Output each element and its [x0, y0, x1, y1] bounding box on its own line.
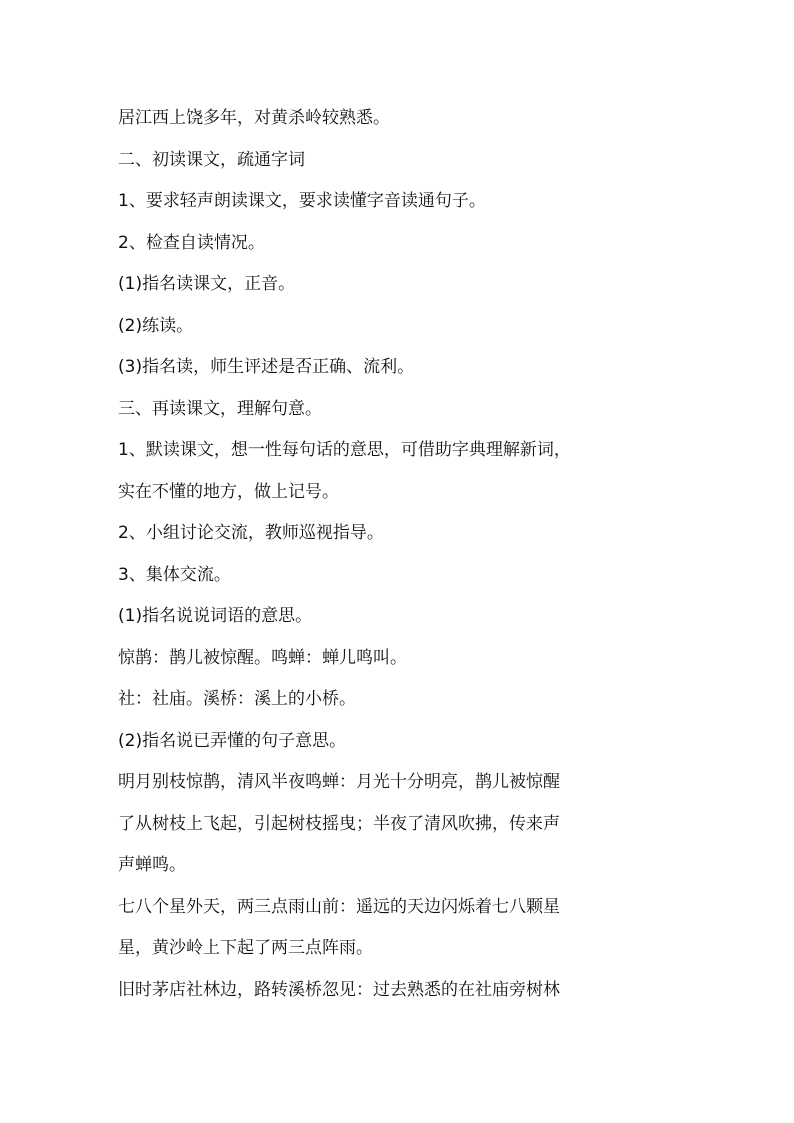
text-line: 1、要求轻声朗读课文，要求读懂字音读通句子。	[118, 191, 486, 211]
text-line: (3)指名读，师生评述是否正确、流利。	[118, 357, 415, 377]
text-line: 3、集体交流。	[118, 564, 231, 585]
text-line: (2)指名说已弄懂的句子意思。	[118, 730, 347, 751]
section-heading: 二、初读课文，疏通字词	[118, 149, 305, 170]
text-line: 居江西上饶多年，对黄杀岭较熟悉。	[118, 108, 390, 128]
text-line: 旧时茅店社林边，路转溪桥忽见：过去熟悉的在社庙旁树林	[118, 979, 560, 1000]
text-line: (1)指名读课文，正音。	[118, 274, 296, 294]
document-body	[118, 98, 678, 1011]
text-line: 了从树枝上飞起，引起树枝摇曳；半夜了清风吹拂，传来声	[118, 813, 560, 834]
text-line: 2、检查自读情况。	[118, 232, 265, 253]
text-line: 实在不懂的地方，做上记号。	[118, 481, 339, 502]
text-line: (2)练读。	[118, 315, 194, 336]
text-line: 明月别枝惊鹊，清风半夜鸣蝉：月光十分明亮，鹊儿被惊醒	[118, 772, 560, 792]
text-line: 惊鹊：鹊儿被惊醒。鸣蝉：蝉儿鸣叫。	[118, 647, 407, 668]
section-heading: 三、再读课文，理解句意。	[118, 398, 322, 419]
text-line: 1、默读课文，想一性每句话的意思，可借助字典理解新词，	[118, 440, 571, 460]
text-line: 声蝉鸣。	[118, 855, 186, 875]
text-line: (1)指名说说词语的意思。	[118, 606, 313, 626]
text-line: 星，黄沙岭上下起了两三点阵雨。	[118, 938, 373, 958]
text-line: 社：社庙。溪桥：溪上的小桥。	[118, 689, 356, 709]
text-line: 七八个星外天，两三点雨山前：遥远的天边闪烁着七八颗星	[118, 896, 560, 917]
text-line: 2、小组讨论交流，教师巡视指导。	[118, 523, 384, 543]
